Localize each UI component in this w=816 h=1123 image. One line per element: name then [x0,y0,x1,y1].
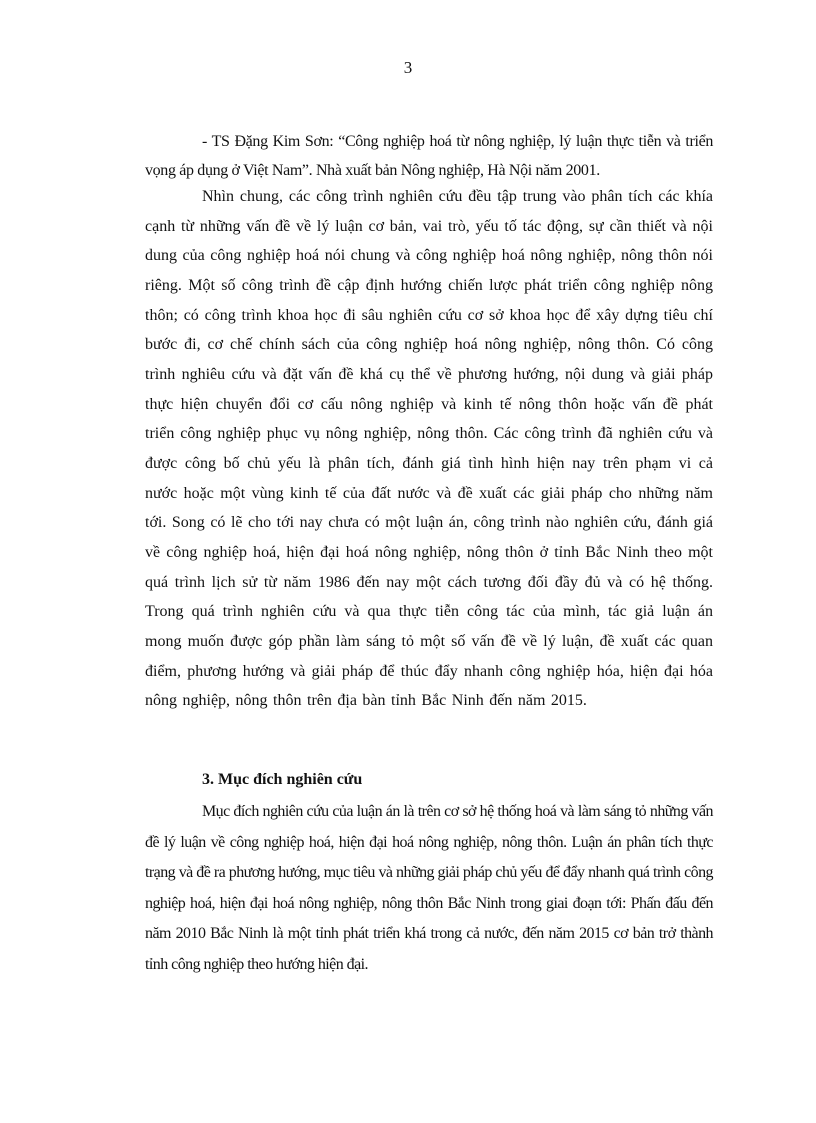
section-heading: 3. Mục đích nghiên cứu [202,771,363,788]
body-paragraph-overview: Nhìn chung, các công trình nghiên cứu đều tập trung vào phân tích các khía cạnh từ những vấn đề về lý luận cơ bản, vai trò, yếu tố tác động, sự cần thiết và nội dung của công nghiệp hoá nói chung và công nghiệp hoá nông nghiệp, nông thôn nói riêng. Một số công trình đề cập định hướng chiến lược phát triển công nghiệp nông thôn; có công trình khoa học đi sâu nghiên cứu cơ sở khoa học để xây dựng tiêu chí bước đi, cơ chế chính sách của công nghiệp hoá nông nghiệp, nông thôn. Có công trình nghiêu cứu và đặt vấn đề khá cụ thể về phương hướng, nội dung và giải pháp thực hiện chuyển đổi cơ cấu nông nghiệp và kinh tế nông thôn hoặc vấn đề phát triển công nghiệp phục vụ nông nghiệp, nông thôn. Các công trình đã nghiên cứu và được công bố chủ yếu là phân tích, đánh giá tình hình hiện nay trên phạm vi cả nước hoặc một vùng kinh tế của đất nước và đề xuất các giải pháp cho những năm tới. Song có lẽ cho tới nay chưa có một luận án, công trình nào nghiên cứu, đánh giá về công nghiệp hoá, hiện đại hoá nông nghiệp, nông thôn ở tỉnh Bắc Ninh theo một quá trình lịch sử từ năm 1986 đến nay một cách tương đối đầy đủ và có hệ thống. Trong quá trình nghiên cứu và qua thực tiễn công tác của mình, tác giả luận án mong muốn được góp phần làm sáng tỏ một số vấn đề về lý luận, đề xuất các quan điểm, phương hướng và giải pháp để thúc đẩy nhanh công nghiệp hóa, hiện đại hóa nông nghiệp, nông thôn trên địa bàn tỉnh Bắc Ninh đến năm 2015. [145,188,713,710]
reference-entry: - TS Đặng Kim Sơn: “Công nghiệp hoá từ nông nghiệp, lý luận thực tiễn và triển vọng áp dụng ở Việt Nam”. Nhà xuất bản Nông nghiệp, Hà Nội năm 2001. [145,133,713,179]
body-paragraph-purpose: Mục đích nghiên cứu của luận án là trên cơ sở hệ thống hoá và làm sáng tỏ những vấn đề lý luận về công nghiệp hoá, hiện đại hoá nông nghiệp, nông thôn. Luận án phân tích thực trạng và đề ra phương hướng, mục tiêu và những giải pháp chủ yếu để đẩy nhanh quá trình công nghiệp hoá, hiện đại hoá nông nghiệp, nông thôn Bắc Ninh trong giai đoạn tới: Phấn đấu đến năm 2010 Bắc Ninh là một tỉnh phát triển khá trong cả nước, đến năm 2015 cơ bản trở thành tỉnh công nghiệp theo hướng hiện đại. [145,803,713,973]
page-number: 3 [403,58,413,77]
